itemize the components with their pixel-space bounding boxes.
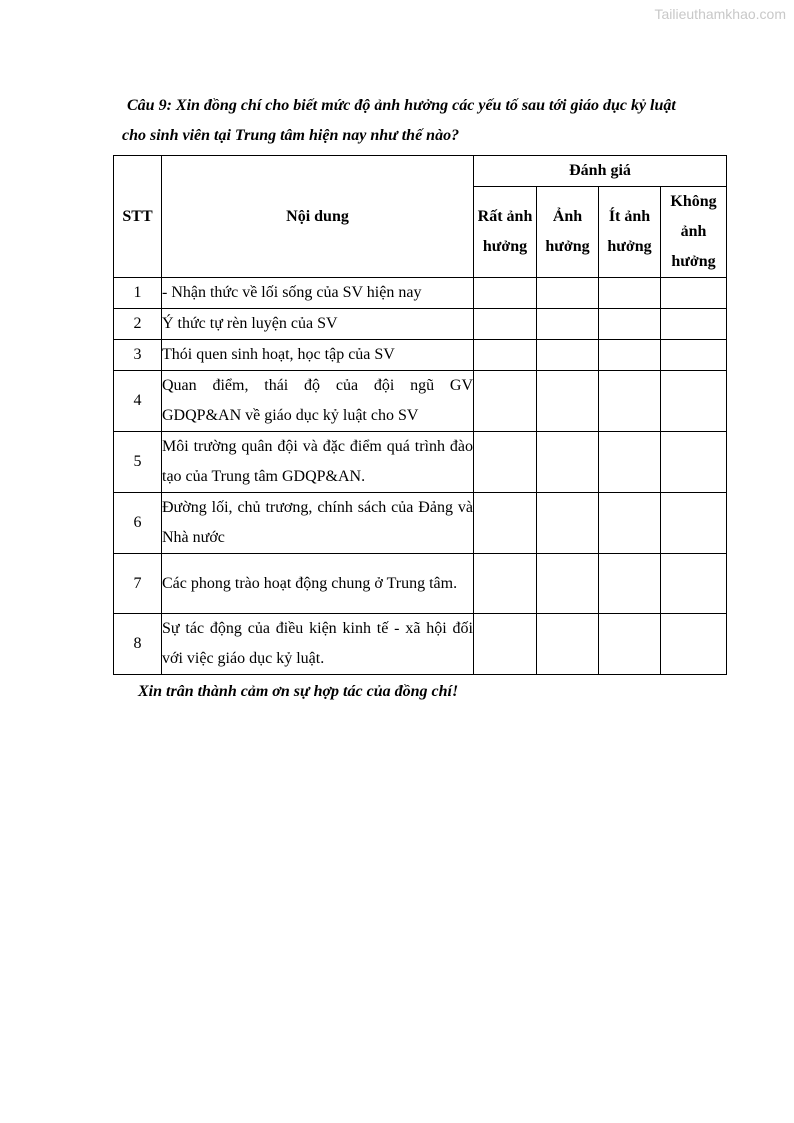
rating-cell[interactable] <box>474 371 537 432</box>
rating-cell[interactable] <box>599 371 661 432</box>
rating-cell[interactable] <box>537 371 599 432</box>
rating-cell[interactable] <box>474 493 537 554</box>
rating-cell[interactable] <box>474 309 537 340</box>
header-level-low: Ít ảnh hưởng <box>599 187 661 278</box>
rating-cell[interactable] <box>537 278 599 309</box>
rating-cell[interactable] <box>599 309 661 340</box>
row-stt: 2 <box>114 309 162 340</box>
table-row <box>114 432 727 493</box>
row-stt: 5 <box>114 432 162 493</box>
rating-cell[interactable] <box>537 554 599 614</box>
question-line-1: Câu 9: Xin đồng chí cho biết mức độ ảnh hưởng các yếu tố sau tới giáo dục kỷ luật <box>127 97 676 114</box>
row-content: Thói quen sinh hoạt, học tập của SV <box>162 340 474 371</box>
header-level-very-high: Rất ảnh hưởng <box>474 187 537 278</box>
rating-cell[interactable] <box>474 278 537 309</box>
table-row <box>114 554 727 614</box>
row-stt: 1 <box>114 278 162 309</box>
watermark: Tailieuthamkhao.com <box>654 6 786 22</box>
row-content: Đường lối, chủ trương, chính sách của Đảng và Nhà nước <box>162 493 474 554</box>
table-row <box>114 340 727 371</box>
row-content: Sự tác động của điều kiện kinh tế - xã hội đối với việc giáo dục kỷ luật. <box>162 614 474 675</box>
rating-cell[interactable] <box>537 432 599 493</box>
rating-cell[interactable] <box>661 493 727 554</box>
rating-cell[interactable] <box>537 340 599 371</box>
survey-table <box>113 155 727 675</box>
row-stt: 6 <box>114 493 162 554</box>
rating-cell[interactable] <box>599 554 661 614</box>
header-level-affect: Ảnh hưởng <box>537 187 599 278</box>
rating-cell[interactable] <box>599 614 661 675</box>
table-row <box>114 493 727 554</box>
table-row <box>114 614 727 675</box>
table-row <box>114 309 727 340</box>
row-stt: 3 <box>114 340 162 371</box>
rating-cell[interactable] <box>599 432 661 493</box>
rating-cell[interactable] <box>661 614 727 675</box>
header-stt: STT <box>114 156 162 278</box>
question-heading <box>122 91 724 151</box>
row-content: Môi trường quân đội và đặc điểm quá trình đào tạo của Trung tâm GDQP&AN. <box>162 432 474 493</box>
row-stt: 4 <box>114 371 162 432</box>
rating-cell[interactable] <box>661 432 727 493</box>
rating-cell[interactable] <box>537 614 599 675</box>
rating-cell[interactable] <box>474 432 537 493</box>
rating-cell[interactable] <box>474 554 537 614</box>
rating-cell[interactable] <box>599 493 661 554</box>
rating-cell[interactable] <box>599 340 661 371</box>
row-content: Ý thức tự rèn luyện của SV <box>162 309 474 340</box>
row-content: Quan điểm, thái độ của đội ngũ GV GDQP&AN về giáo dục kỷ luật cho SV <box>162 371 474 432</box>
header-evaluation: Đánh giá <box>474 156 727 187</box>
rating-cell[interactable] <box>661 340 727 371</box>
rating-cell[interactable] <box>661 309 727 340</box>
rating-cell[interactable] <box>661 554 727 614</box>
header-content: Nội dung <box>162 156 474 278</box>
row-content: - Nhận thức về lối sống của SV hiện nay <box>162 278 474 309</box>
row-content: Các phong trào hoạt động chung ở Trung tâm. <box>162 554 474 614</box>
rating-cell[interactable] <box>474 614 537 675</box>
rating-cell[interactable] <box>474 340 537 371</box>
header-level-none: Không ảnh hưởng <box>661 187 727 278</box>
rating-cell[interactable] <box>661 371 727 432</box>
rating-cell[interactable] <box>599 278 661 309</box>
closing-note: Xin trân thành cảm ơn sự hợp tác của đồng chí! <box>138 683 459 700</box>
rating-cell[interactable] <box>537 309 599 340</box>
rating-cell[interactable] <box>661 278 727 309</box>
rating-cell[interactable] <box>537 493 599 554</box>
table-row <box>114 371 727 432</box>
row-stt: 7 <box>114 554 162 614</box>
table-row <box>114 278 727 309</box>
question-line-2: cho sinh viên tại Trung tâm hiện nay như thế nào? <box>122 127 460 144</box>
row-stt: 8 <box>114 614 162 675</box>
